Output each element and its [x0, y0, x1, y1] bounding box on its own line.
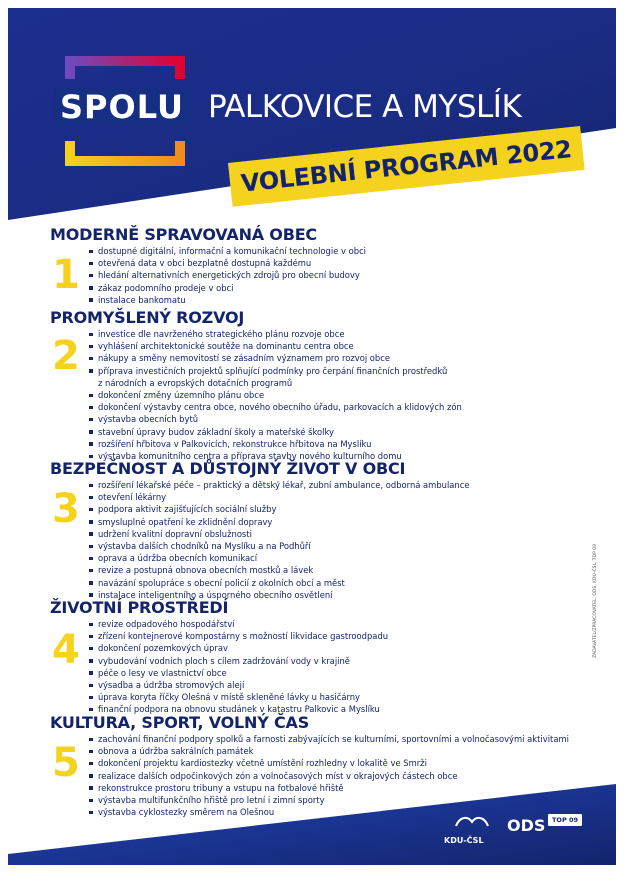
list-item: dostupné digitální, informační a komunikační technologie v obci: [88, 245, 366, 257]
list-item: dokončení výstavby centra obce, nového obecního úřadu, parkovacích a klidových zón: [88, 401, 462, 413]
list-item: rekonstrukce prostoru tribuny a vstupu na fotbalové hřiště: [88, 782, 569, 794]
section-title: MODERNĚ SPRAVOVANÁ OBEC: [50, 225, 317, 244]
section-title: BEZPEČNOST A DŮSTOJNÝ ŽIVOT V OBCI: [50, 459, 406, 478]
list-item: instalace bankomatu: [88, 294, 366, 306]
list-item: revize odpadového hospodářství: [88, 618, 388, 630]
list-item: realizace dalších odpočinkových zón a volnočasových míst v okrajových částech obce: [88, 770, 569, 782]
section-items: [88, 479, 470, 601]
list-item: výstavba multifunkčního hřiště pro letní i zimní sporty: [88, 794, 569, 806]
list-item: otevření lékárny: [88, 491, 470, 503]
list-item: zachování finanční podpory spolků a farnosti zabývajících se kulturními, sportovními a volnočasovými aktivitami: [88, 733, 569, 745]
list-item: vybudování vodních ploch s cílem zadržování vody v krajině: [88, 655, 388, 667]
list-item: oprava a údržba obecních komunikací: [88, 552, 470, 564]
list-item: instalace inteligentního a úsporného obecního osvětlení: [88, 589, 470, 601]
section-number: 5: [52, 740, 80, 786]
list-item: otevřená data v obci bezplatně dostupná každému: [88, 257, 366, 269]
kdu-csl-symbol-icon: [452, 814, 492, 828]
list-item: investice dle navrženého strategického plánu rozvoje obce: [88, 328, 462, 340]
section-items: [88, 328, 462, 462]
list-item: výstavba obecních bytů: [88, 413, 462, 425]
list-item: smysluplné opatření ke zklidnění dopravy: [88, 516, 470, 528]
list-item: navázání spolupráce s obecní policií z okolních obcí a měst: [88, 577, 470, 589]
list-item: rozšíření lékařské péče – praktický a dětský lékař, zubní ambulance, odborná ambulance: [88, 479, 470, 491]
section-3: [50, 459, 610, 600]
publisher-note: ZADAVATEL/ZPRACOVATEL: ODS, KDU-ČSL, TOP 09: [593, 544, 598, 658]
section-2: [50, 308, 610, 462]
list-item-continuation: z národních a evropských dotačních programů: [98, 377, 293, 388]
poster: [8, 8, 616, 865]
list-item: příprava investičních projektů splňující podmínky pro čerpání finančních prostředků: [88, 365, 462, 377]
list-item: obnova a údržba sakrálních památek: [88, 745, 569, 757]
list-item: hledání alternativních energetických zdrojů pro obecní budovy: [88, 269, 366, 281]
section-title: ŽIVOTNÍ PROSTŘEDÍ: [50, 598, 229, 617]
list-item: výstavba cyklostezky směrem na Olešnou: [88, 806, 569, 818]
list-item: péče o lesy ve vlastnictví obce: [88, 667, 388, 679]
section-items: [88, 733, 569, 818]
list-item: udržení kvalitní dopravní obslužnosti: [88, 528, 470, 540]
list-item: dokončení pozemkových úprav: [88, 642, 388, 654]
list-item: vyhlášení architektonické soutěže na dominantu centra obce: [88, 340, 462, 352]
list-item: zřízení kontejnerové kompostárny s možností likvidace gastroodpadu: [88, 630, 388, 642]
kdu-csl-logo: KDU-ČSL: [444, 814, 492, 847]
list-item: nákupy a směny nemovitostí se zásadním významem pro rozvoj obce: [88, 352, 462, 364]
ods-logo: ODS: [507, 816, 561, 835]
list-item: úprava koryta říčky Olešná v místě skleněné lávky u hasičárny: [88, 691, 388, 703]
section-number: 1: [52, 252, 80, 298]
municipality-title: PALKOVICE A MYSLÍK: [208, 89, 522, 125]
list-item: stavební úpravy budov základní školy a mateřské školky: [88, 426, 462, 438]
list-item: zákaz podomního prodeje v obci: [88, 282, 366, 294]
list-item: dokončení změny územního plánu obce: [88, 389, 462, 401]
section-number: 3: [52, 486, 80, 532]
list-item: podpora aktivit zajišťujících sociální služby: [88, 503, 470, 515]
list-item: finanční podpora na obnovu studánek v katastru Palkovic a Myslíku: [88, 703, 388, 715]
top09-logo: TOP 09: [548, 814, 582, 826]
list-item: revize a postupná obnova obecních mostků a lávek: [88, 564, 470, 576]
section-1: [50, 225, 610, 305]
spolu-logo-text: SPOLU: [54, 88, 190, 126]
section-5: [50, 713, 610, 818]
section-title: KULTURA, SPORT, VOLNÝ ČAS: [50, 713, 310, 732]
section-number: 4: [52, 627, 80, 673]
section-number: 2: [52, 333, 80, 379]
section-items: [88, 618, 388, 716]
section-title: PROMYŠLENÝ ROZVOJ: [50, 308, 245, 327]
section-items: [88, 245, 366, 306]
list-item: výstavba dalších chodníků na Myslíku a na Podhůří: [88, 540, 470, 552]
program-banner-text: VOLEBNÍ PROGRAM 2022: [239, 135, 573, 198]
list-item: výsadba a údržba stromových alejí: [88, 679, 388, 691]
list-item: dokončení projektu kardiostezky včetně umístění rozhledny v lokalitě ve Smrži: [88, 757, 569, 769]
list-item: výstavba komunitního centra a příprava stavby nového kulturního domu: [88, 450, 462, 462]
list-item: rozšíření hřbitova v Palkovicích, rekonstrukce hřbitova na Myslíku: [88, 438, 462, 450]
